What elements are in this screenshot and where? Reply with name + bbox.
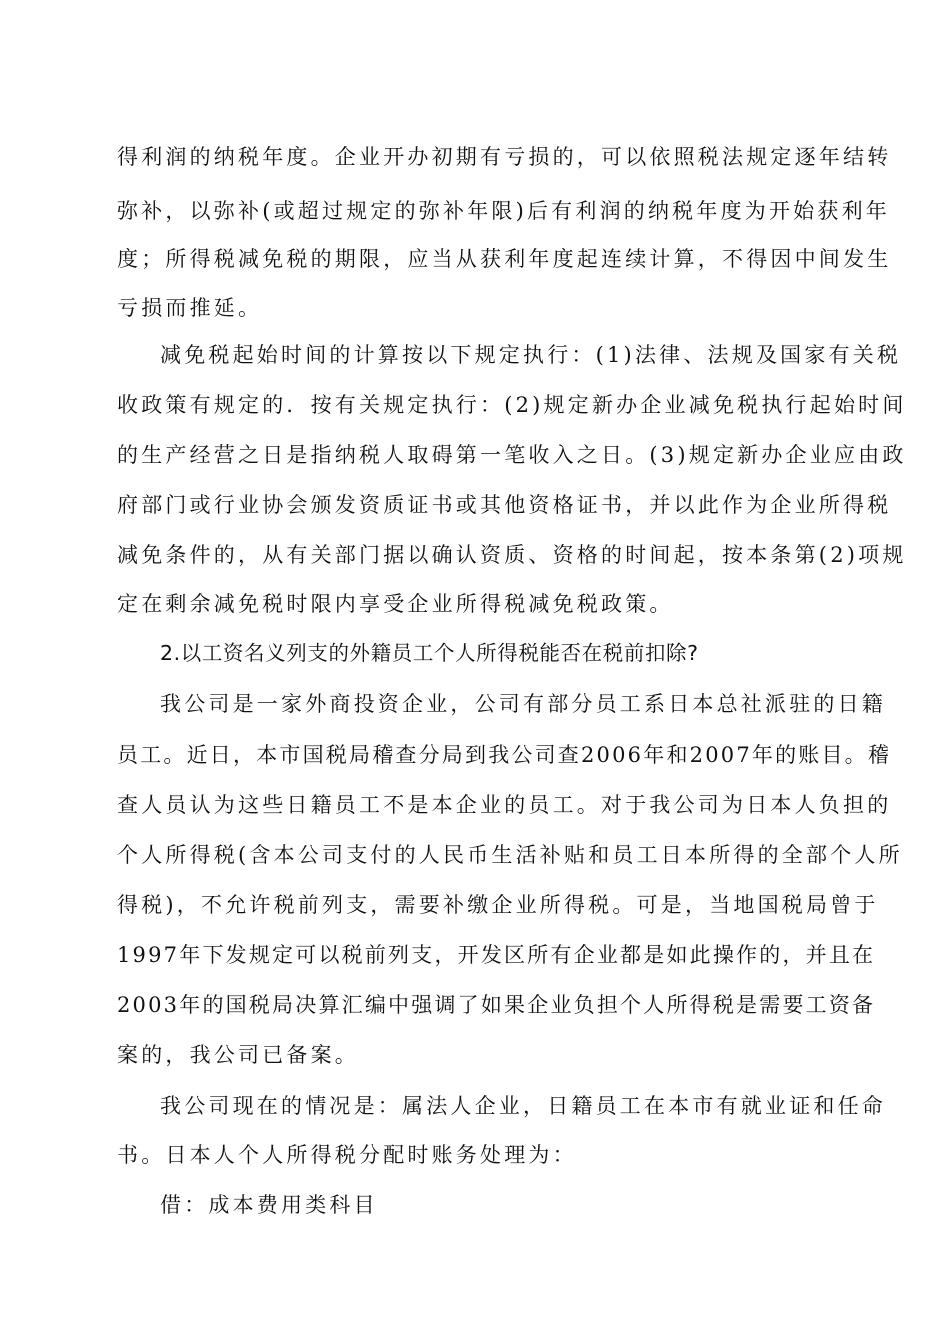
text-line: 借：成本费用类科目 (160, 1193, 378, 1217)
text-line: 个人所得税(含本公司支付的人民币生活补贴和员工日本所得的全部个人所 (117, 843, 903, 867)
text-line: 府部门或行业协会颁发资质证书或其他资格证书，并以此作为企业所得税 (117, 493, 892, 517)
text-line: 我公司是一家外商投资企业，公司有部分员工系日本总社派驻的日籍 (160, 692, 886, 716)
text-line: 的生产经营之日是指纳税人取碍第一笔收入之日。(3)规定新办企业应由政 (117, 443, 907, 467)
text-line: 减免税起始时间的计算按以下规定执行：(1)法律、法规及国家有关税 (160, 343, 902, 367)
text-line: 查人员认为这些日籍员工不是本企业的员工。对于我公司为日本人负担的 (117, 793, 892, 817)
text-line: 案的，我公司已备案。 (117, 1043, 359, 1067)
text-line: 减免条件的，从有关部门据以确认资质、资格的时间起，按本条第(2)项规 (117, 543, 907, 567)
text-line: 我公司现在的情况是：属法人企业，日籍员工在本市有就业证和任命 (160, 1094, 886, 1118)
section-heading: 2.以工资名义列支的外籍员工个人所得税能否在税前扣除? (160, 641, 699, 665)
text-line: 书。日本人个人所得税分配时账务处理为： (117, 1143, 577, 1167)
text-line: 定在剩余减免税时限内享受企业所得税减免税政策。 (117, 592, 674, 616)
text-line: 收政策有规定的．按有关规定执行：(2)规定新办企业减免税执行起始时间 (117, 393, 907, 417)
text-line: 1997年下发规定可以税前列支，开发区所有企业都是如此操作的，并且在 (117, 943, 876, 967)
text-line: 弥补，以弥补(或超过规定的弥补年限)后有利润的纳税年度为开始获利年 (117, 199, 890, 223)
text-line: 2003年的国税局决算汇编中强调了如果企业负担个人所得税是需要工资备 (117, 993, 876, 1017)
text-line: 得税)，不允许税前列支，需要补缴企业所得税。可是，当地国税局曾于 (117, 893, 879, 917)
text-line: 得利润的纳税年度。企业开办初期有亏损的，可以依照税法规定逐年结转 (117, 145, 892, 169)
text-line: 度；所得税减免税的期限，应当从获利年度起连续计算，不得因中间发生 (117, 247, 892, 271)
text-line: 员工。近日，本市国税局稽查分局到我公司查2006年和2007年的账目。稽 (117, 743, 892, 767)
text-line: 亏损而推延。 (117, 296, 263, 320)
